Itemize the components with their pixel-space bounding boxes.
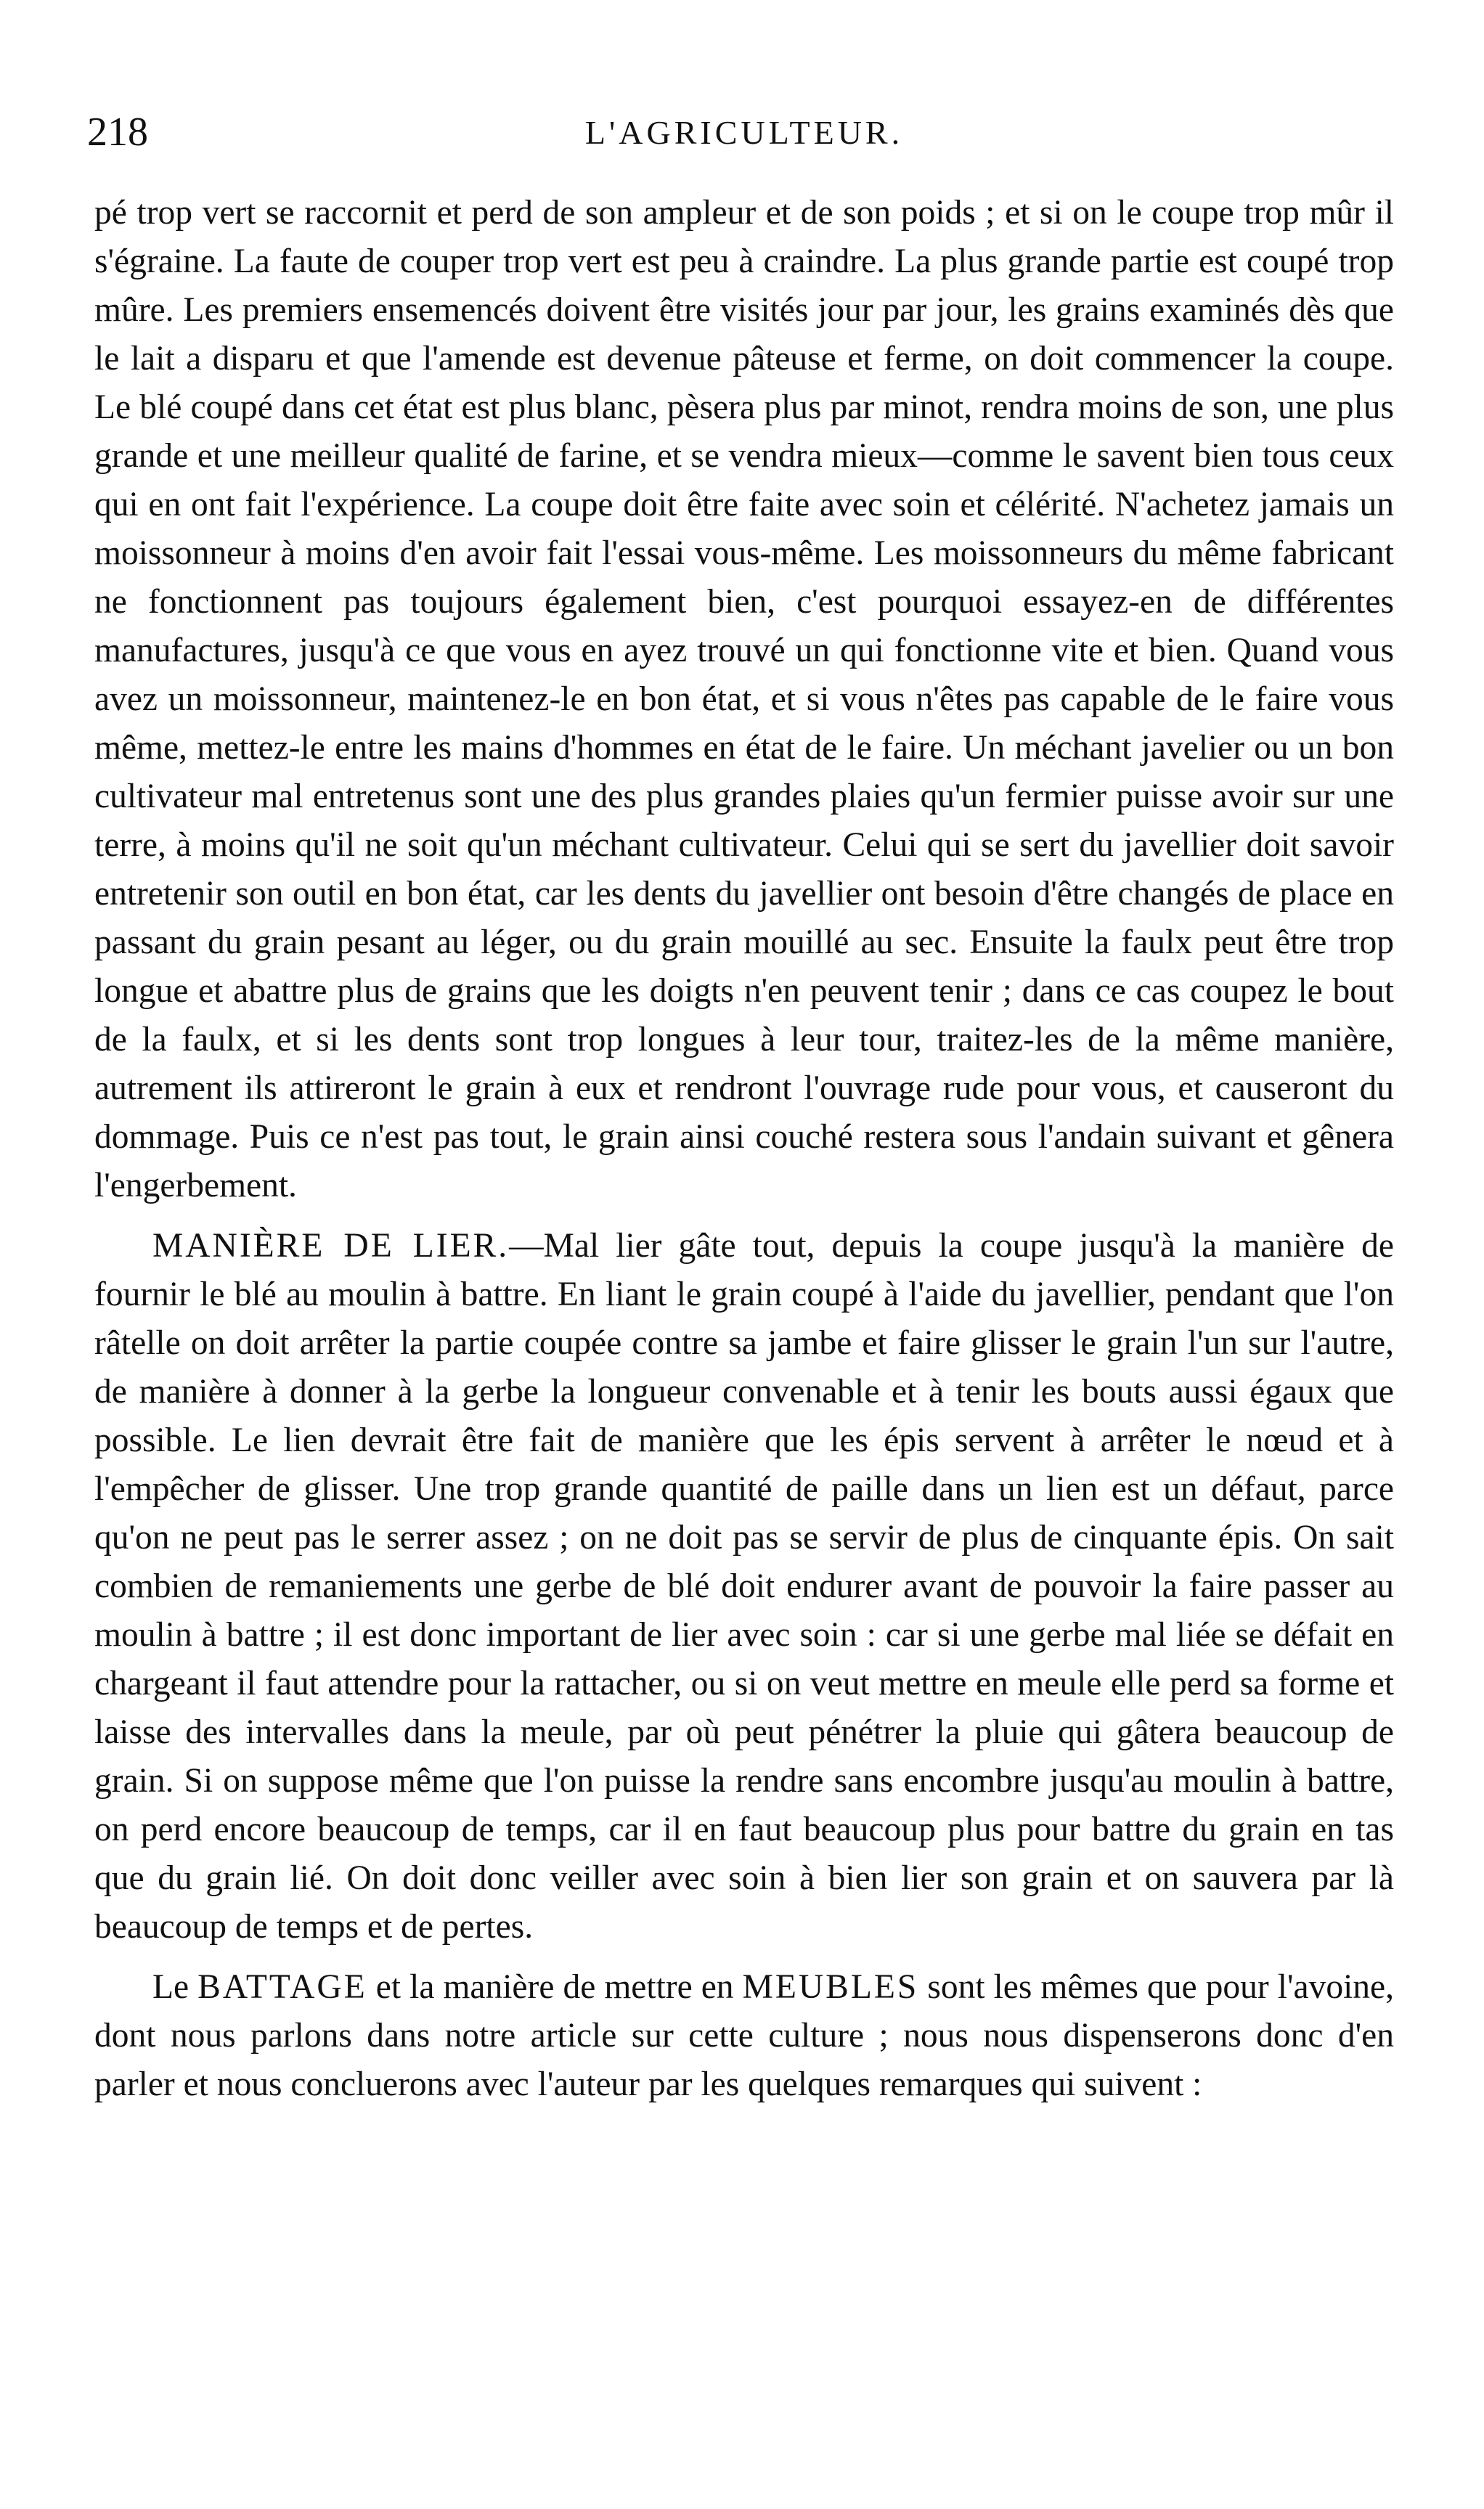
paragraph-threshing [94, 1963, 1394, 2109]
running-title: L'AGRICULTEUR. [584, 114, 904, 151]
threshing-text-2: et la manière de mettre en [367, 1968, 743, 2006]
book-page [87, 109, 1394, 2109]
page-number: 218 [87, 110, 148, 155]
section-lead-maniere-de-lier: MANIÈRE DE LIER. [152, 1227, 510, 1265]
term-battage: BATTAGE [197, 1968, 367, 2006]
threshing-text-3: sont les mêmes que pour l'avoine, dont nous parlons dans notre article sur cette culture ; nous nous dispenserons donc d'en parler et nous concluerons avec l'auteur par les quelques remarques qui suivent : [94, 1968, 1394, 2103]
paragraph-binding [94, 1222, 1394, 1951]
paragraph-binding-text: —Mal lier gâte tout, depuis la coupe jusqu'à la manière de fournir le blé au moulin à battre. En liant le grain coupé à l'aide du javellier, pendant que l'on râtelle on doit arrêter la partie coupée contre sa jambe et faire glisser le grain l'un sur l'autre, de manière à donner à la gerbe la longueur convenable et à tenir les bouts aussi égaux que possible. Le lien devrait être fait de manière que les épis servent à arrêter le nœud et à l'empêcher de glisser. Une trop grande quantité de paille dans un lien est un défaut, parce qu'on ne peut pas le serrer assez ; on ne doit pas se servir de plus de cinquante épis. On sait combien de remaniements une gerbe de blé doit endurer avant de pouvoir la faire passer au moulin à battre ; il est donc important de lier avec soin : car si une gerbe mal liée se défait en chargeant il faut attendre pour la rattacher, ou si on veut mettre en meule elle perd sa forme et laisse des intervalles dans la meule, par où peut pénétrer la pluie qui gâtera beaucoup de grain. Si on suppose même que l'on puisse la rendre sans encombre jusqu'au moulin à battre, on perd encore beaucoup de temps, car il en faut beaucoup plus pour battre du grain en tas que du grain lié. On doit donc veiller avec soin à bien lier son grain et on sauvera par là beaucoup de temps et de pertes. [94, 1227, 1394, 1946]
paragraph-harvest: pé trop vert se raccornit et perd de son ampleur et de son poids ; et si on le coupe trop mûr il s'égraine. La faute de couper trop vert est peu à craindre. La plus grande partie est coupé trop mûre. Les premiers ensemencés doivent être visités jour par jour, les grains examinés dès que le lait a disparu et que l'amende est devenue pâteuse et ferme, on doit commencer la coupe. Le blé coupé dans cet état est plus blanc, pèsera plus par minot, rendra moins de son, une plus grande et une meilleur qualité de farine, et se vendra mieux—comme le savent bien tous ceux qui en ont fait l'expérience. La coupe doit être faite avec soin et célérité. N'achetez jamais un moissonneur à moins d'en avoir fait l'essai vous-même. Les moissonneurs du même fabricant ne fonctionnent pas toujours également bien, c'est pourquoi essayez-en de différentes manufactures, jusqu'à ce que vous en ayez trouvé un qui fonctionne vite et bien. Quand vous avez un moissonneur, maintenez-le en bon état, et si vous n'êtes pas capable de le faire vous même, mettez-le entre les mains d'hommes en état de le faire. Un méchant javelier ou un bon cultivateur mal entretenus sont une des plus grandes plaies qu'un fermier puisse avoir sur une terre, à moins qu'il ne soit qu'un méchant cultivateur. Celui qui se sert du javellier doit savoir entretenir son outil en bon état, car les dents du javellier ont besoin d'être changés de place en passant du grain pesant au léger, ou du grain mouillé au sec. Ensuite la faulx peut être trop longue et abattre plus de grains que les doigts n'en peuvent tenir ; dans ce cas coupez le bout de la faulx, et si les dents sont trop longues à leur tour, traitez-les de la même manière, autrement ils attireront le grain à eux et rendront l'ouvrage rude pour vous, et causeront du dommage. Puis ce n'est pas tout, le grain ainsi couché restera sous l'andain suivant et gênera l'engerbement. [94, 194, 1394, 1204]
page-header [87, 109, 1394, 174]
term-meubles: MEUBLES [742, 1968, 919, 2006]
threshing-text-1: Le [152, 1968, 198, 2006]
